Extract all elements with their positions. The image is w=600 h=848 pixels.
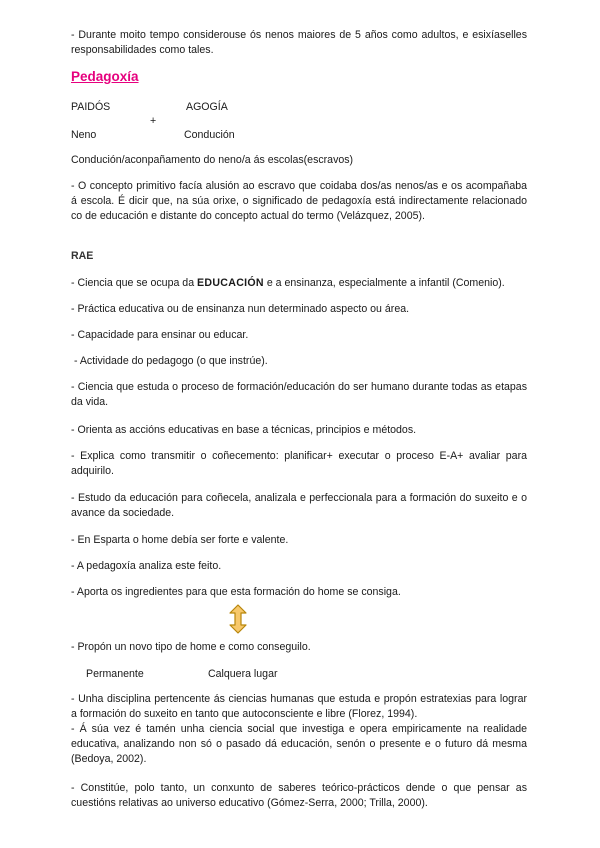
- item-ciencia-estuda: - Ciencia que estuda o proceso de formación/educación do ser humano durante todas as etapas da vida.: [71, 381, 527, 408]
- etymology-plus: +: [150, 115, 157, 127]
- rae-item-ciencia: [71, 276, 505, 291]
- final-paragraph-disciplina: - Unha disciplina pertencente ás ciencias humanas que estuda e propón estratexias para lograr a formación do suxeito en tanto que autoconsciente e libre (Florez, 1994).: [71, 693, 527, 720]
- intro-paragraph: - Durante moito tempo considerouse ós nenos maiores de 5 años como adultos, e esixíaselles responsabilidades como tales.: [71, 29, 527, 56]
- item-explica: - Explica como transmitir o coñecemento: planificar+ executar o proceso E-A+ avaliar para adquirilo.: [71, 450, 527, 477]
- contrast-calquera-lugar: Calquera lugar: [208, 668, 278, 680]
- definition-line: Condución/aconpañamento do neno/a ás escolas(escravos): [71, 154, 354, 166]
- rae-item-ciencia-before: - Ciencia que se ocupa da: [71, 277, 198, 289]
- item-propon: - Propón un novo tipo de home e como conseguilo.: [71, 641, 311, 653]
- etymology-word-agogia: AGOGÍA: [186, 101, 228, 113]
- final-paragraph-constitue: - Constitúe, polo tanto, un conxunto de saberes teórico-prácticos dende o que pensar as cuestións relativas ao universo educativo (Gómez-Serra, 2000; Trilla, 2000).: [71, 782, 527, 809]
- etymology-meaning-neno: Neno: [71, 129, 97, 141]
- rae-item-practica: - Práctica educativa ou de ensinanza nun determinado aspecto ou área.: [71, 303, 410, 315]
- concept-paragraph: - O concepto primitivo facía alusión ao escravo que coidaba dos/as nenos/as e os acompañaba á escola. É dicir que, na súa orixe, o significado de pedagoxía está indirectamente relacionado co de educación e distante do concepto actual do termo (Velázquez, 2005).: [71, 180, 527, 222]
- rae-item-actividade: - Actividade do pedagogo (o que instrúe).: [71, 355, 268, 367]
- item-analiza: - A pedagoxía analiza este feito.: [71, 560, 222, 572]
- item-orienta: - Orienta as accións educativas en base a técnicas, principios e métodos.: [71, 424, 417, 436]
- rae-item-ciencia-after: e a ensinanza, especialmente a infantil (Comenio).: [263, 277, 505, 289]
- item-esparta: - En Esparta o home debía ser forte e valente.: [71, 534, 289, 546]
- rae-title: RAE: [71, 250, 94, 262]
- item-estudo: - Estudo da educación para coñecela, analizala e perfeccionala para a formación do suxeito e o avance da sociedade.: [71, 492, 527, 519]
- up-down-arrow-icon: [228, 604, 248, 634]
- final-paragraph-ciencia-social: - Á súa vez é tamén unha ciencia social que investiga e opera empiricamente na realidade educativa, analizando non só o pasado dá educación, senón o presente e o futuro dá mesma (Bedoya, 2002).: [71, 723, 527, 765]
- rae-item-ciencia-bold: EDUCACIÓN: [197, 277, 264, 289]
- section-heading-pedagoxia: Pedagoxía: [71, 69, 139, 84]
- item-aporta: - Aporta os ingredientes para que esta formación do home se consiga.: [71, 586, 401, 598]
- etymology-word-paidos: PAIDÓS: [71, 101, 111, 113]
- rae-item-capacidade: - Capacidade para ensinar ou educar.: [71, 329, 249, 341]
- etymology-meaning-conducion: Condución: [184, 129, 235, 141]
- contrast-permanente: Permanente: [86, 668, 144, 680]
